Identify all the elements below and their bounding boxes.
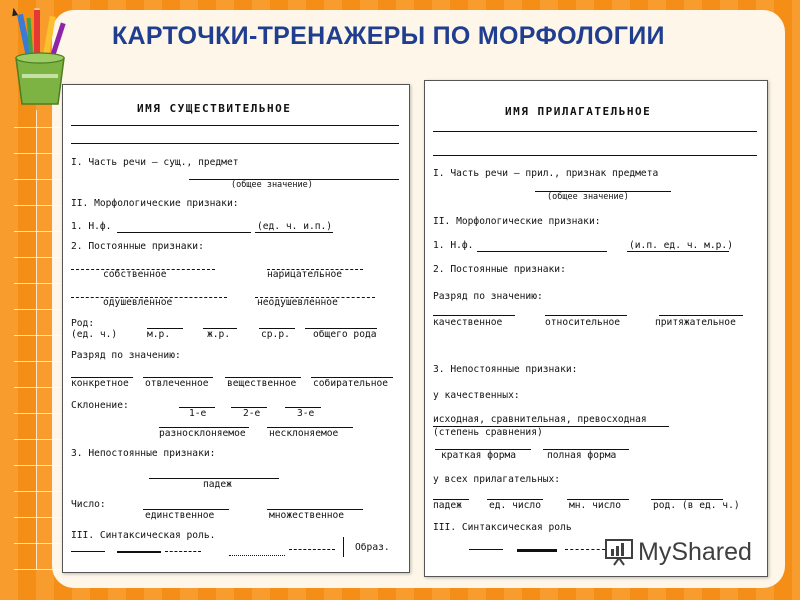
adj-part2: II. Морфологические признаки: bbox=[433, 216, 601, 227]
presentation-board-icon bbox=[604, 537, 634, 567]
adj-initial-form-note: (и.п. ед. ч. м.р.) bbox=[629, 240, 733, 251]
adj-all-option: ед. число bbox=[489, 500, 541, 511]
noun-initial-form-note: (ед. ч. и.п.) bbox=[257, 221, 333, 232]
adj-category-option: относительное bbox=[545, 317, 621, 328]
adj-part1: I. Часть речи – прил., признак предмета bbox=[433, 168, 659, 179]
answer-line bbox=[231, 407, 267, 408]
noun-category-option: вещественное bbox=[227, 378, 297, 389]
answer-line bbox=[627, 251, 729, 252]
answer-line bbox=[117, 551, 161, 553]
answer-line bbox=[285, 407, 321, 408]
noun-declension-type: разносклоняемое bbox=[159, 428, 246, 439]
answer-line bbox=[229, 555, 285, 556]
adj-all-option: мн. число bbox=[569, 500, 621, 511]
noun-case: падеж bbox=[203, 479, 232, 490]
noun-declension-option: 3-е bbox=[297, 408, 315, 419]
answer-line bbox=[71, 143, 399, 144]
noun-part2: II. Морфологические признаки: bbox=[71, 198, 239, 209]
noun-gender-label: Род: bbox=[71, 318, 95, 329]
noun-category-option: собирательное bbox=[313, 378, 389, 389]
answer-line bbox=[433, 315, 515, 316]
noun-general-meaning: (общее значение) bbox=[231, 180, 313, 190]
noun-category-option: конкретное bbox=[71, 378, 129, 389]
page-title: КАРТОЧКИ-ТРЕНАЖЕРЫ ПО МОРФОЛОГИИ bbox=[112, 22, 665, 50]
adj-variable: 3. Непостоянные признаки: bbox=[433, 364, 578, 375]
adj-heading: ИМЯ ПРИЛАГАТЕЛЬНОЕ bbox=[505, 105, 652, 118]
noun-gender-option: (ед. ч.) bbox=[71, 329, 118, 340]
noun-part1: I. Часть речи – сущ., предмет bbox=[71, 157, 239, 168]
adj-degree-note: (степень сравнения) bbox=[433, 427, 543, 438]
adj-syntax: III. Синтаксическая роль bbox=[433, 522, 572, 533]
watermark bbox=[604, 535, 774, 569]
answer-line bbox=[71, 125, 399, 126]
notebook-grid bbox=[14, 110, 66, 570]
answer-line bbox=[289, 549, 335, 550]
noun-category-label: Разряд по значению: bbox=[71, 350, 181, 361]
noun-number-option: единственное bbox=[145, 510, 215, 521]
adj-category-option: притяжательное bbox=[655, 317, 736, 328]
noun-proper: собственное bbox=[103, 269, 167, 280]
noun-constant: 2. Постоянные признаки: bbox=[71, 241, 204, 252]
noun-category-option: отвлеченное bbox=[145, 378, 209, 389]
noun-card bbox=[62, 84, 410, 573]
adj-degrees: исходная, сравнительная, превосходная bbox=[433, 414, 647, 425]
adj-form: краткая форма bbox=[441, 450, 517, 461]
noun-animate: одушевленное bbox=[103, 297, 173, 308]
noun-variable: 3. Непостоянные признаки: bbox=[71, 448, 216, 459]
answer-line bbox=[165, 551, 201, 552]
answer-line bbox=[117, 232, 251, 233]
answer-line bbox=[179, 407, 215, 408]
adj-form: полная форма bbox=[547, 450, 617, 461]
adj-all-option: род. (в ед. ч.) bbox=[653, 500, 740, 511]
answer-line bbox=[545, 315, 627, 316]
adj-all-option: падеж bbox=[433, 500, 462, 511]
noun-declension-type: несклоняемое bbox=[269, 428, 339, 439]
adj-initial-form: 1. Н.ф. bbox=[433, 240, 474, 251]
noun-syntax: III. Синтаксическая роль. bbox=[71, 530, 216, 541]
adjective-card bbox=[424, 80, 768, 577]
answer-line bbox=[71, 551, 105, 552]
noun-gender-option: м.р. bbox=[147, 329, 171, 340]
noun-gender-option: общего рода bbox=[313, 329, 377, 340]
answer-line bbox=[469, 549, 503, 550]
noun-declension-label: Склонение: bbox=[71, 400, 129, 411]
noun-inanimate: неодушевленное bbox=[257, 297, 338, 308]
divider bbox=[343, 537, 344, 557]
adj-constant: 2. Постоянные признаки: bbox=[433, 264, 566, 275]
answer-line bbox=[255, 232, 333, 233]
adj-category-label: Разряд по значению: bbox=[433, 291, 543, 302]
noun-common: нарицательное bbox=[267, 269, 343, 280]
answer-line bbox=[565, 549, 605, 550]
noun-gender-option: ж.р. bbox=[207, 329, 231, 340]
noun-initial-form: 1. Н.ф. bbox=[71, 221, 112, 232]
noun-declension-option: 2-е bbox=[243, 408, 261, 419]
answer-line bbox=[477, 251, 607, 252]
noun-number-label: Число: bbox=[71, 499, 106, 510]
adj-category-option: качественное bbox=[433, 317, 503, 328]
adj-general-meaning: (общее значение) bbox=[547, 192, 629, 202]
noun-gender-option: ср.р. bbox=[261, 329, 290, 340]
answer-line bbox=[659, 315, 743, 316]
noun-sample: Образ. bbox=[355, 542, 390, 553]
noun-declension-option: 1-е bbox=[189, 408, 207, 419]
answer-line bbox=[433, 155, 757, 156]
adj-all-label: у всех прилагательных: bbox=[433, 474, 561, 485]
answer-line bbox=[433, 131, 757, 132]
adj-qualitative-label: у качественных: bbox=[433, 390, 520, 401]
answer-line bbox=[517, 549, 557, 552]
noun-heading: ИМЯ СУЩЕСТВИТЕЛЬНОЕ bbox=[137, 102, 292, 115]
noun-number-option: множественное bbox=[269, 510, 345, 521]
watermark-text: MyShared bbox=[638, 537, 752, 566]
